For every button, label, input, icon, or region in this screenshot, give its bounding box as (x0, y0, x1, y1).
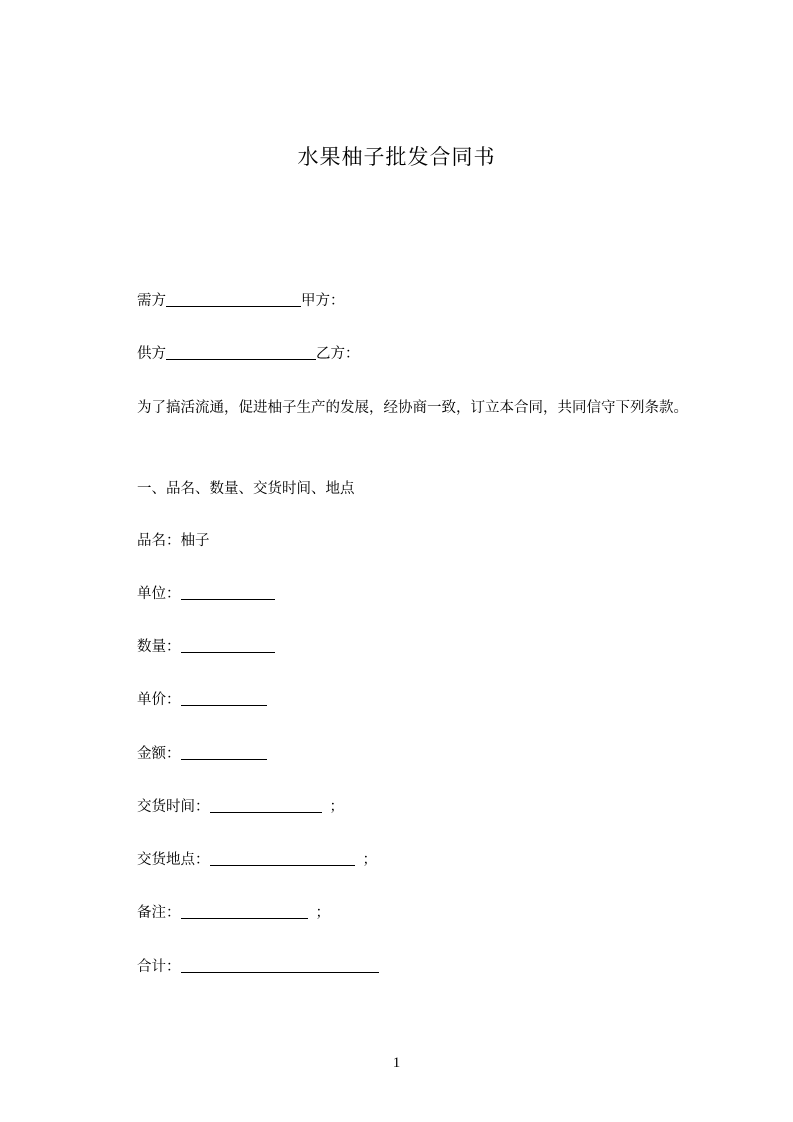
product-label: 品名： (137, 533, 181, 549)
total-line (137, 957, 379, 977)
amount-blank[interactable] (181, 745, 267, 760)
unit-price-line (137, 690, 267, 710)
remarks-semicolon: ； (315, 905, 330, 921)
unit-blank[interactable] (181, 585, 275, 600)
delivery-place-line (137, 850, 377, 870)
party-b-label: 乙方： (316, 346, 360, 362)
delivery-time-semicolon: ； (329, 799, 344, 815)
preamble-paragraph: 为了搞活流通，促进柚子生产的发展，经协商一致，订立本合同，共同信守下列条款。 (137, 400, 688, 416)
quantity-label: 数量： (137, 639, 181, 655)
delivery-place-semicolon: ； (362, 852, 377, 868)
unit-label: 单位： (137, 586, 181, 602)
remarks-line (137, 903, 330, 923)
delivery-time-line (137, 797, 344, 817)
supplier-label: 供方 (137, 346, 166, 362)
page-number: 1 (392, 1055, 401, 1071)
supplier-blank[interactable] (166, 345, 316, 360)
supplier-line (137, 344, 360, 364)
product-value: 柚子 (180, 533, 210, 549)
buyer-line (137, 291, 345, 311)
quantity-blank[interactable] (181, 638, 275, 653)
document-title: 水果柚子批发合同书 (297, 145, 496, 169)
delivery-time-label: 交货时间： (137, 799, 210, 815)
unit-price-blank[interactable] (181, 691, 267, 706)
delivery-place-blank[interactable] (210, 851, 355, 866)
product-line (137, 531, 210, 551)
buyer-blank[interactable] (166, 292, 301, 307)
delivery-time-blank[interactable] (210, 798, 322, 813)
unit-line (137, 584, 275, 604)
remarks-label: 备注： (137, 905, 181, 921)
remarks-blank[interactable] (181, 904, 308, 919)
total-label: 合计： (137, 959, 181, 975)
total-blank[interactable] (181, 958, 379, 973)
unit-price-label: 单价： (137, 692, 181, 708)
buyer-label: 需方 (137, 293, 166, 309)
amount-label: 金额： (137, 746, 181, 762)
quantity-line (137, 637, 275, 657)
section-1-heading: 一、品名、数量、交货时间、地点 (137, 481, 355, 497)
amount-line (137, 744, 267, 764)
delivery-place-label: 交货地点： (137, 852, 210, 868)
party-a-label: 甲方： (301, 293, 345, 309)
